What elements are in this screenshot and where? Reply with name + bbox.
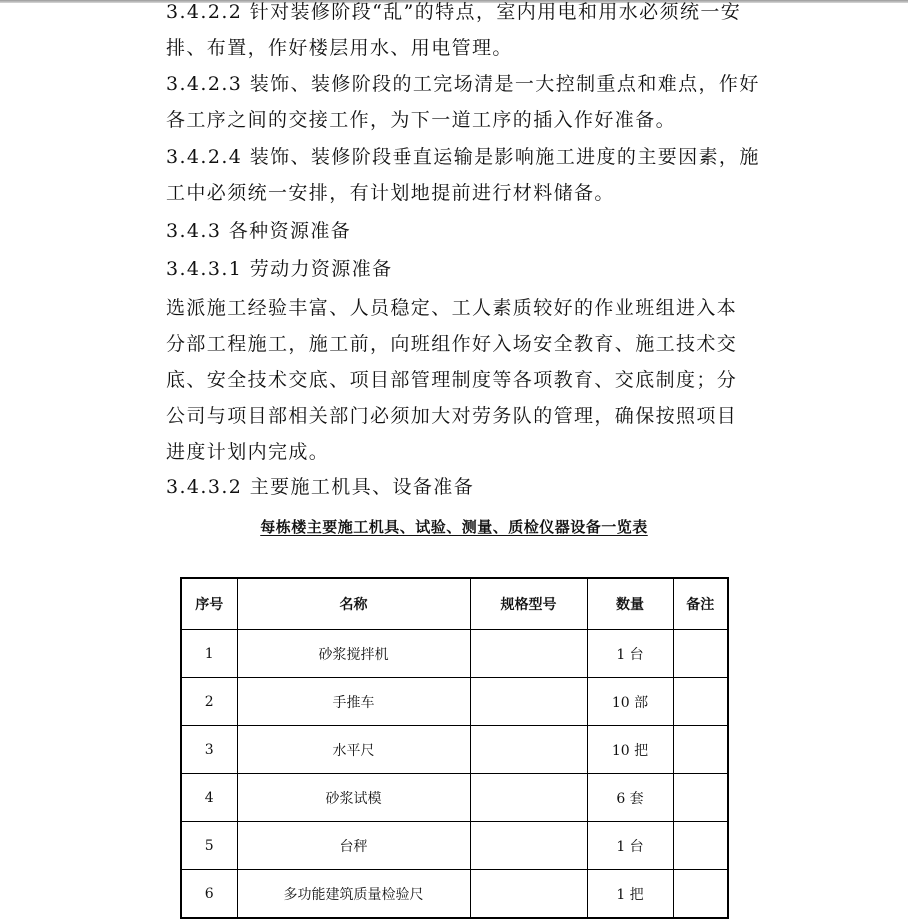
cell-index: 4 (181, 774, 237, 822)
cell-spec (470, 870, 587, 919)
text-line: 底、安全技术交底、项目部管理制度等各项教育、交底制度；分 (166, 369, 738, 391)
heading-3-4-3-1: 3.4.3.1 劳动力资源准备 (166, 258, 393, 280)
paragraph-labor-resources (166, 290, 776, 470)
cell-name: 水平尺 (237, 726, 470, 774)
cell-quantity: 10 部 (587, 678, 673, 726)
text-line: 进度计划内完成。 (166, 441, 330, 463)
cell-name: 台秤 (237, 822, 470, 870)
text-line: 分部工程施工，施工前，向班组作好入场安全教育、施工技术交 (166, 333, 738, 355)
cell-remarks (673, 774, 728, 822)
header-name: 名称 (237, 578, 470, 630)
cell-index: 1 (181, 630, 237, 678)
cell-spec (470, 678, 587, 726)
text-line: 排、布置，作好楼层用水、用电管理。 (166, 37, 513, 59)
cell-remarks (673, 630, 728, 678)
table-row (181, 726, 728, 774)
text-line: 公司与项目部相关部门必须加大对劳务队的管理，确保按照项目 (166, 405, 738, 427)
table-row (181, 822, 728, 870)
paragraph-3-4-2-2 (166, 0, 776, 66)
cell-quantity: 6 套 (587, 774, 673, 822)
cell-index: 2 (181, 678, 237, 726)
heading-3-4-3: 3.4.3 各种资源准备 (166, 220, 352, 242)
cell-index: 6 (181, 870, 237, 919)
table-row (181, 630, 728, 678)
table-row (181, 678, 728, 726)
table-caption: 每栋楼主要施工机具、试验、测量、质检仪器设备一览表 (260, 518, 648, 536)
cell-index: 5 (181, 822, 237, 870)
equipment-table (180, 577, 729, 919)
cell-index: 3 (181, 726, 237, 774)
cell-quantity: 1 台 (587, 630, 673, 678)
text-line: 各工序之间的交接工作，为下一道工序的插入作好准备。 (166, 109, 677, 131)
text-line: 工中必须统一安排，有计划地提前进行材料储备。 (166, 182, 615, 204)
text-line: 3.4.2.2 针对装修阶段“乱”的特点，室内用电和用水必须统一安 (166, 1, 742, 23)
cell-name: 砂浆试模 (237, 774, 470, 822)
header-spec: 规格型号 (470, 578, 587, 630)
header-quantity: 数量 (587, 578, 673, 630)
table-row (181, 870, 728, 919)
cell-name: 手推车 (237, 678, 470, 726)
header-index: 序号 (181, 578, 237, 630)
text-line: 3.4.2.4 装饰、装修阶段垂直运输是影响施工进度的主要因素，施 (166, 146, 760, 168)
paragraph-3-4-2-4 (166, 139, 776, 211)
paragraph-3-4-2-3 (166, 66, 776, 138)
cell-name: 多功能建筑质量检验尺 (237, 870, 470, 919)
table-header-row (181, 578, 728, 630)
cell-quantity: 10 把 (587, 726, 673, 774)
cell-remarks (673, 822, 728, 870)
table-row (181, 774, 728, 822)
cell-remarks (673, 870, 728, 919)
text-line: 3.4.2.3 装饰、装修阶段的工完场清是一大控制重点和难点，作好 (166, 73, 760, 95)
cell-quantity: 1 台 (587, 822, 673, 870)
cell-remarks (673, 678, 728, 726)
cell-quantity: 1 把 (587, 870, 673, 919)
cell-spec (470, 726, 587, 774)
heading-3-4-3-2: 3.4.3.2 主要施工机具、设备准备 (166, 476, 475, 498)
cell-spec (470, 630, 587, 678)
cell-name: 砂浆搅拌机 (237, 630, 470, 678)
cell-spec (470, 774, 587, 822)
cell-remarks (673, 726, 728, 774)
header-remarks: 备注 (673, 578, 728, 630)
cell-spec (470, 822, 587, 870)
text-line: 选派施工经验丰富、人员稳定、工人素质较好的作业班组进入本 (166, 297, 738, 319)
